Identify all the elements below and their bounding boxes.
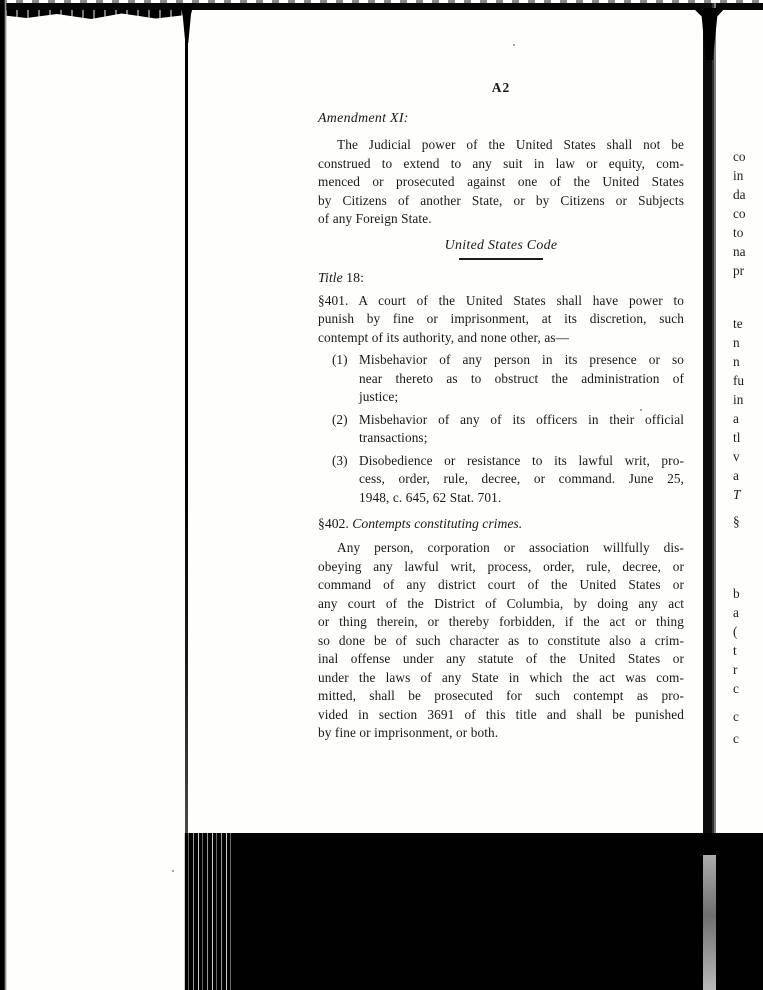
edge-text-fragment: a: [733, 468, 739, 483]
edge-text-fragment: §: [733, 514, 740, 529]
edge-text-fragment: (: [733, 624, 738, 639]
scan-left-edge-strip: [0, 0, 7, 990]
text-line: §401. A court of the United States shall have power to: [318, 292, 684, 308]
edge-text-fragment: na: [733, 244, 746, 259]
text-line: The Judicial power of the United States shall not be: [337, 137, 684, 152]
edge-text-fragment: c: [733, 681, 739, 696]
text-line: contempt of its authority, and none other, as—: [318, 329, 569, 345]
list-marker: (1): [332, 352, 348, 367]
scan-top-black-bar: [0, 3, 763, 10]
text-line: command of any district court of the United States or: [318, 577, 684, 592]
text-line: Misbehavior of any person in its presence or so: [359, 352, 684, 367]
list-marker: (2): [332, 411, 348, 427]
list-item-text: [359, 351, 684, 407]
edge-text-fragment: da: [733, 187, 746, 202]
list-marker: (3): [332, 452, 348, 468]
page-number: A2: [491, 80, 511, 95]
text-line: obeying any lawful writ, process, order, rule, decree, or: [318, 558, 684, 574]
scan-bottom-left-streaks: [184, 833, 234, 990]
list-item-text: [359, 452, 684, 508]
text-line: Misbehavior of any of its officers in their official: [359, 411, 684, 427]
title-number: 18:: [342, 270, 364, 286]
edge-text-fragment: T: [733, 487, 741, 502]
united-states-code-heading: United States Code: [444, 237, 558, 253]
edge-text-fragment: a: [733, 411, 739, 426]
scan-speck: [172, 870, 174, 872]
list-item: [318, 411, 684, 448]
edge-text-fragment: co: [733, 206, 746, 221]
edge-text-fragment: n: [733, 354, 740, 369]
edge-text-fragment: in: [733, 392, 744, 407]
section-402-title: Contempts constituting crimes.: [348, 516, 523, 531]
scan-spine-top-blob: [179, 3, 194, 43]
scan-page-spine-line: [185, 4, 188, 834]
text-line: justice;: [359, 389, 399, 404]
contempt-list: [318, 351, 684, 507]
text-line: or thing therein, or thereby forbidden, if the act or thing: [318, 614, 684, 629]
edge-text-fragment: pr: [733, 263, 745, 278]
text-line: 1948, c. 645, 62 Stat. 701.: [359, 489, 502, 505]
text-line: vided in section 3691 of this title and shall be punished: [318, 706, 684, 722]
section-402-heading: [318, 516, 684, 532]
section-402-number: §402.: [318, 516, 349, 531]
scan-right-edge-strip: [703, 3, 716, 834]
text-line: transactions;: [359, 430, 428, 445]
edge-text-fragment: a: [733, 605, 739, 620]
edge-text-fragment: r: [733, 662, 738, 677]
text-line: Disobedience or resistance to its lawful writ, pro-: [359, 452, 684, 468]
edge-text-fragment: c: [733, 709, 739, 724]
edge-text-fragment: to: [733, 225, 744, 240]
text-line: mitted, shall be prosecuted for such contempt as pro-: [318, 688, 684, 703]
list-item: [318, 351, 684, 407]
edge-text-fragment: in: [733, 168, 744, 183]
section-401-paragraph: [318, 292, 684, 348]
text-line: of any Foreign State.: [318, 211, 432, 226]
text-line: construed to extend to any suit in law or equity, com-: [318, 155, 684, 171]
edge-text-fragment: v: [733, 449, 740, 464]
text-line: by Citizens of another State, or by Citizens or Subjects: [318, 192, 684, 208]
text-line: inal offense under any statute of the United States or: [318, 651, 684, 666]
text-line: under the laws of any State in which the act was com-: [318, 669, 684, 685]
edge-text-fragment: co: [733, 149, 746, 164]
text-line: Any person, corporation or association willfully dis-: [337, 540, 684, 555]
amendment-xi-heading: Amendment XI:: [318, 111, 409, 126]
edge-text-fragment: tl: [733, 430, 741, 445]
amendment-xi-paragraph: [318, 136, 684, 229]
text-line: punish by fine or imprisonment, at its discretion, such: [318, 311, 684, 326]
text-line: near thereto as to obstruct the administration of: [359, 370, 684, 386]
title-18-heading: [318, 271, 684, 287]
heading-rule: [459, 258, 543, 260]
scan-top-bar-ink-bleed: [0, 9, 190, 19]
list-item-text: [359, 411, 684, 448]
edge-text-fragment: te: [733, 316, 743, 331]
section-402-paragraph: [318, 539, 684, 743]
text-line: menced or prosecuted against one of the United States: [318, 174, 684, 189]
text-line: by fine or imprisonment, or both.: [318, 725, 499, 740]
text-line: cess, order, rule, decree, or command. June 25,: [359, 471, 684, 486]
text-line: any court of the District of Columbia, by doing any act: [318, 595, 684, 611]
edge-text-fragment: fu: [733, 373, 745, 388]
list-item: [318, 452, 684, 508]
text-line: so done be of such character as to constitute also a crim-: [318, 632, 684, 648]
edge-text-fragment: t: [733, 643, 737, 658]
title-word: Title: [318, 270, 343, 286]
edge-text-fragment: c: [733, 731, 739, 746]
scan-bottom-black-region: [184, 833, 763, 990]
scan-speck: [513, 44, 515, 46]
scan-right-strip-top-bleed: [693, 8, 725, 60]
edge-text-fragment: n: [733, 335, 740, 350]
edge-text-fragment: b: [733, 586, 740, 601]
text-column: [318, 80, 684, 743]
scan-bottom-gray-streak: [703, 855, 716, 990]
